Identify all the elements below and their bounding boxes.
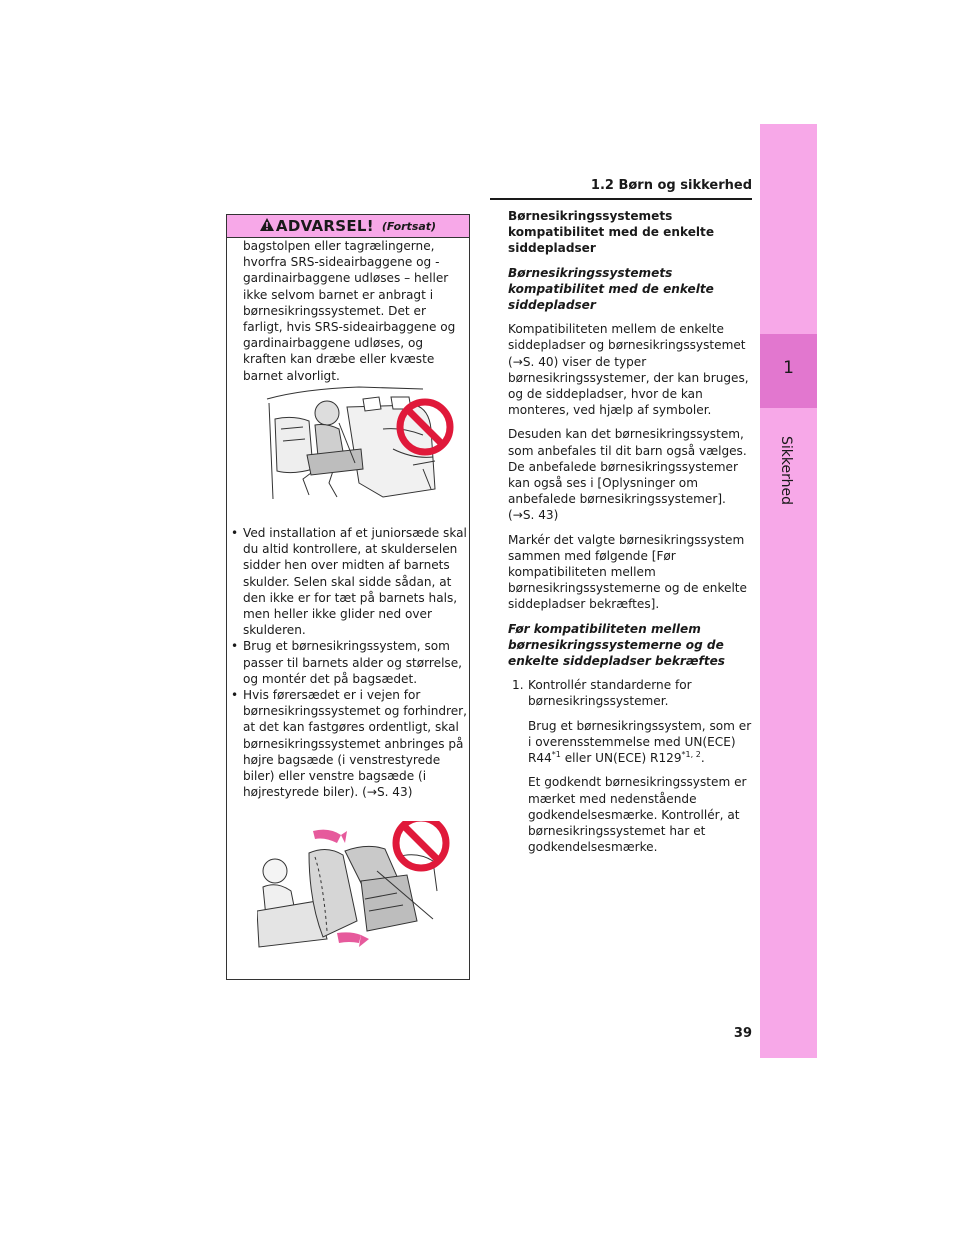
right-column xyxy=(508,208,754,863)
header-rule xyxy=(490,198,752,200)
warning-title: ADVARSEL! xyxy=(275,217,374,235)
sub-heading-before-check: Før kompatibiliteten mellem børnesikringssystemerne og de enkelte siddepladser bekræftes xyxy=(508,621,726,669)
step-number: 1. xyxy=(512,678,524,693)
child-seat-side-illustration xyxy=(263,379,455,511)
paragraph-recommended: Desuden kan det børnesikringssystem, som anbefales til dit barn også vælges. De anbefalede børnesikringssystemer kan også ses i [Oplysninger om anbefalede børnesikringssystemer]. (→S. 43) xyxy=(508,427,747,523)
step-text: Kontrollér standarderne for børnesikringssystemer. xyxy=(528,678,692,709)
page-number: 39 xyxy=(733,1026,752,1041)
step-1 xyxy=(508,677,754,709)
step-1-approval-mark: Et godkendt børnesikringssystem er mærket med nedenstående godkendelsesmærke. Kontrollér, at børnesikringssystemet har et godkendelsesmærke. xyxy=(528,775,747,855)
paragraph-mark: Markér det valgte børnesikringssystem sammen med følgende [Før kompatibiliteten mellem børnesikringssystemerne og de enkelte siddepladser bekræftes]. xyxy=(508,532,747,612)
warning-continued: (Fortsat) xyxy=(381,219,437,233)
section-header: 1.2 Børn og sikkerhed xyxy=(590,178,752,193)
list-item: • Hvis førersædet er i vejen for børnesikringssystemet og forhindrer, at det kan fastgøres ordentligt, skal børnesikringssystemet anbringes på højre bagsæde (i venstrestyrede biler) eller venstre bagsæde (i højrestyrede biler). (→S. 43) xyxy=(231,688,467,800)
paragraph-compatibility: Kompatibiliteten mellem de enkelte siddepladser og børnesikringssystemet (→S. 40) viser de typer børnesikringssystemer, der kan bruges, og de siddepladser, hvor de kan monteres, ved hjælp af symboler. xyxy=(508,322,749,418)
step-1-standards: Brug et børnesikringssystem, som er i overensstemmelse med UN(ECE) R44$^{*1}$ eller UN(ECE) R129$^{*1, 2}$. xyxy=(528,718,752,766)
warning-paragraph: bagstolpen eller tagrælingerne, hvorfra SRS-sideairbaggene og -gardinairbaggene udløses – heller ikke selvom barnet er anbragt i børnesikringssystemet. Det er farligt, hvis SRS-sideairbaggene og gardinairbaggene udløses, og kraften kan dræbe eller kvæste barnet alvorligt. xyxy=(243,239,456,383)
list-item: • Brug et børnesikringssystem, som passer til barnets alder og størrelse, og montér det på bagsædet. xyxy=(231,639,463,686)
chapter-side-tab xyxy=(760,124,817,1058)
chapter-title: Sikkerhed xyxy=(778,436,794,505)
warning-bullet-list xyxy=(231,525,467,800)
section-heading: Børnesikringssystemets kompatibilitet med de enkelte siddepladser xyxy=(508,209,715,256)
child-seat-driver-illustration xyxy=(257,821,457,961)
chapter-number: 1 xyxy=(783,358,794,378)
warning-box xyxy=(226,214,470,980)
list-item: • Ved installation af et juniorsæde skal du altid kontrollere, at skulderselen sidder hen over midten af barnets skulder. Selen skal sidde sådan, at den ikke er for tæt på barnets hals, men heller ikke glider ned over skulderen. xyxy=(231,526,467,638)
sub-heading: Børnesikringssystemets kompatibilitet med de enkelte siddepladser xyxy=(508,265,714,313)
warning-triangle-icon xyxy=(260,218,274,235)
warning-header xyxy=(227,215,469,238)
